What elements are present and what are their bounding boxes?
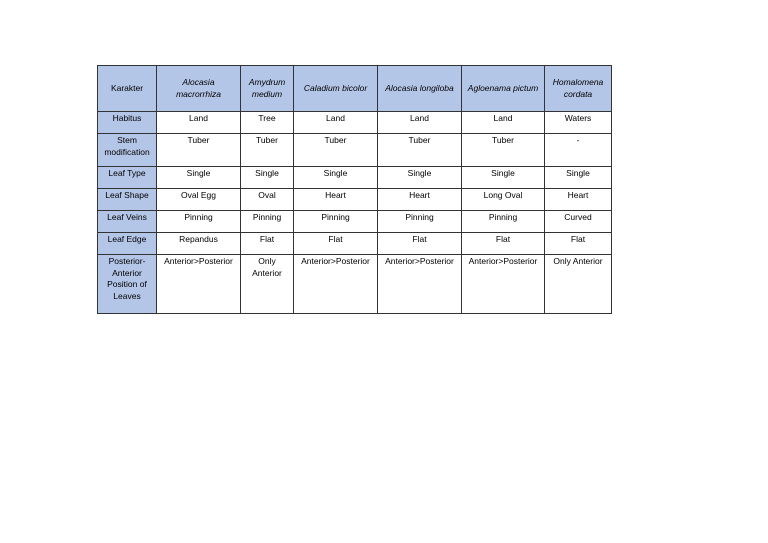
table-cell: Repandus xyxy=(157,233,241,255)
table-row xyxy=(98,211,612,233)
table-row xyxy=(98,167,612,189)
table-cell: - xyxy=(545,134,612,167)
characteristics-table-wrapper xyxy=(97,65,612,314)
table-cell: Long Oval xyxy=(462,189,545,211)
table-cell: Heart xyxy=(545,189,612,211)
row-header: Leaf Type xyxy=(98,167,157,189)
table-cell: Single xyxy=(241,167,294,189)
column-header: Agloenama pictum xyxy=(462,66,545,112)
table-cell: Waters xyxy=(545,112,612,134)
table-cell: Flat xyxy=(462,233,545,255)
table-row xyxy=(98,134,612,167)
table-row xyxy=(98,255,612,314)
table-cell: Anterior>Posterior xyxy=(462,255,545,314)
table-cell: Tuber xyxy=(157,134,241,167)
column-header: Alocasia longiloba xyxy=(378,66,462,112)
table-cell: Pinning xyxy=(294,211,378,233)
table-cell: Pinning xyxy=(378,211,462,233)
table-cell: Single xyxy=(294,167,378,189)
table-cell: Single xyxy=(462,167,545,189)
table-cell: Single xyxy=(378,167,462,189)
column-header: Caladium bicolor xyxy=(294,66,378,112)
header-row xyxy=(98,66,612,112)
column-header: Alocasia macrorrhiza xyxy=(157,66,241,112)
table-cell: Anterior>Posterior xyxy=(378,255,462,314)
row-header: Leaf Shape xyxy=(98,189,157,211)
table-cell: Heart xyxy=(378,189,462,211)
table-cell: Tuber xyxy=(294,134,378,167)
table-cell: Tuber xyxy=(378,134,462,167)
table-cell: Flat xyxy=(241,233,294,255)
table-row xyxy=(98,233,612,255)
row-header: Leaf Veins xyxy=(98,211,157,233)
characteristics-table xyxy=(97,65,612,314)
table-cell: Only Anterior xyxy=(241,255,294,314)
column-header: Amydrum medium xyxy=(241,66,294,112)
table-cell: Single xyxy=(545,167,612,189)
table-cell: Oval Egg xyxy=(157,189,241,211)
table-cell: Tuber xyxy=(462,134,545,167)
table-cell: Oval xyxy=(241,189,294,211)
table-cell: Pinning xyxy=(462,211,545,233)
table-cell: Land xyxy=(462,112,545,134)
table-cell: Pinning xyxy=(241,211,294,233)
table-cell: Tuber xyxy=(241,134,294,167)
table-cell: Land xyxy=(378,112,462,134)
table-cell: Heart xyxy=(294,189,378,211)
table-cell: Anterior>Posterior xyxy=(294,255,378,314)
table-cell: Anterior>Posterior xyxy=(157,255,241,314)
table-cell: Flat xyxy=(545,233,612,255)
table-row xyxy=(98,189,612,211)
table-cell: Only Anterior xyxy=(545,255,612,314)
table-cell: Flat xyxy=(378,233,462,255)
table-cell: Land xyxy=(294,112,378,134)
row-header: Stem modification xyxy=(98,134,157,167)
row-header: Habitus xyxy=(98,112,157,134)
row-header: Leaf Edge xyxy=(98,233,157,255)
column-header: Homalomena cordata xyxy=(545,66,612,112)
table-cell: Tree xyxy=(241,112,294,134)
table-cell: Single xyxy=(157,167,241,189)
table-cell: Curved xyxy=(545,211,612,233)
table-row xyxy=(98,112,612,134)
table-cell: Pinning xyxy=(157,211,241,233)
corner-header: Karakter xyxy=(98,66,157,112)
row-header: Posterior-Anterior Position of Leaves xyxy=(98,255,157,314)
table-cell: Flat xyxy=(294,233,378,255)
table-cell: Land xyxy=(157,112,241,134)
